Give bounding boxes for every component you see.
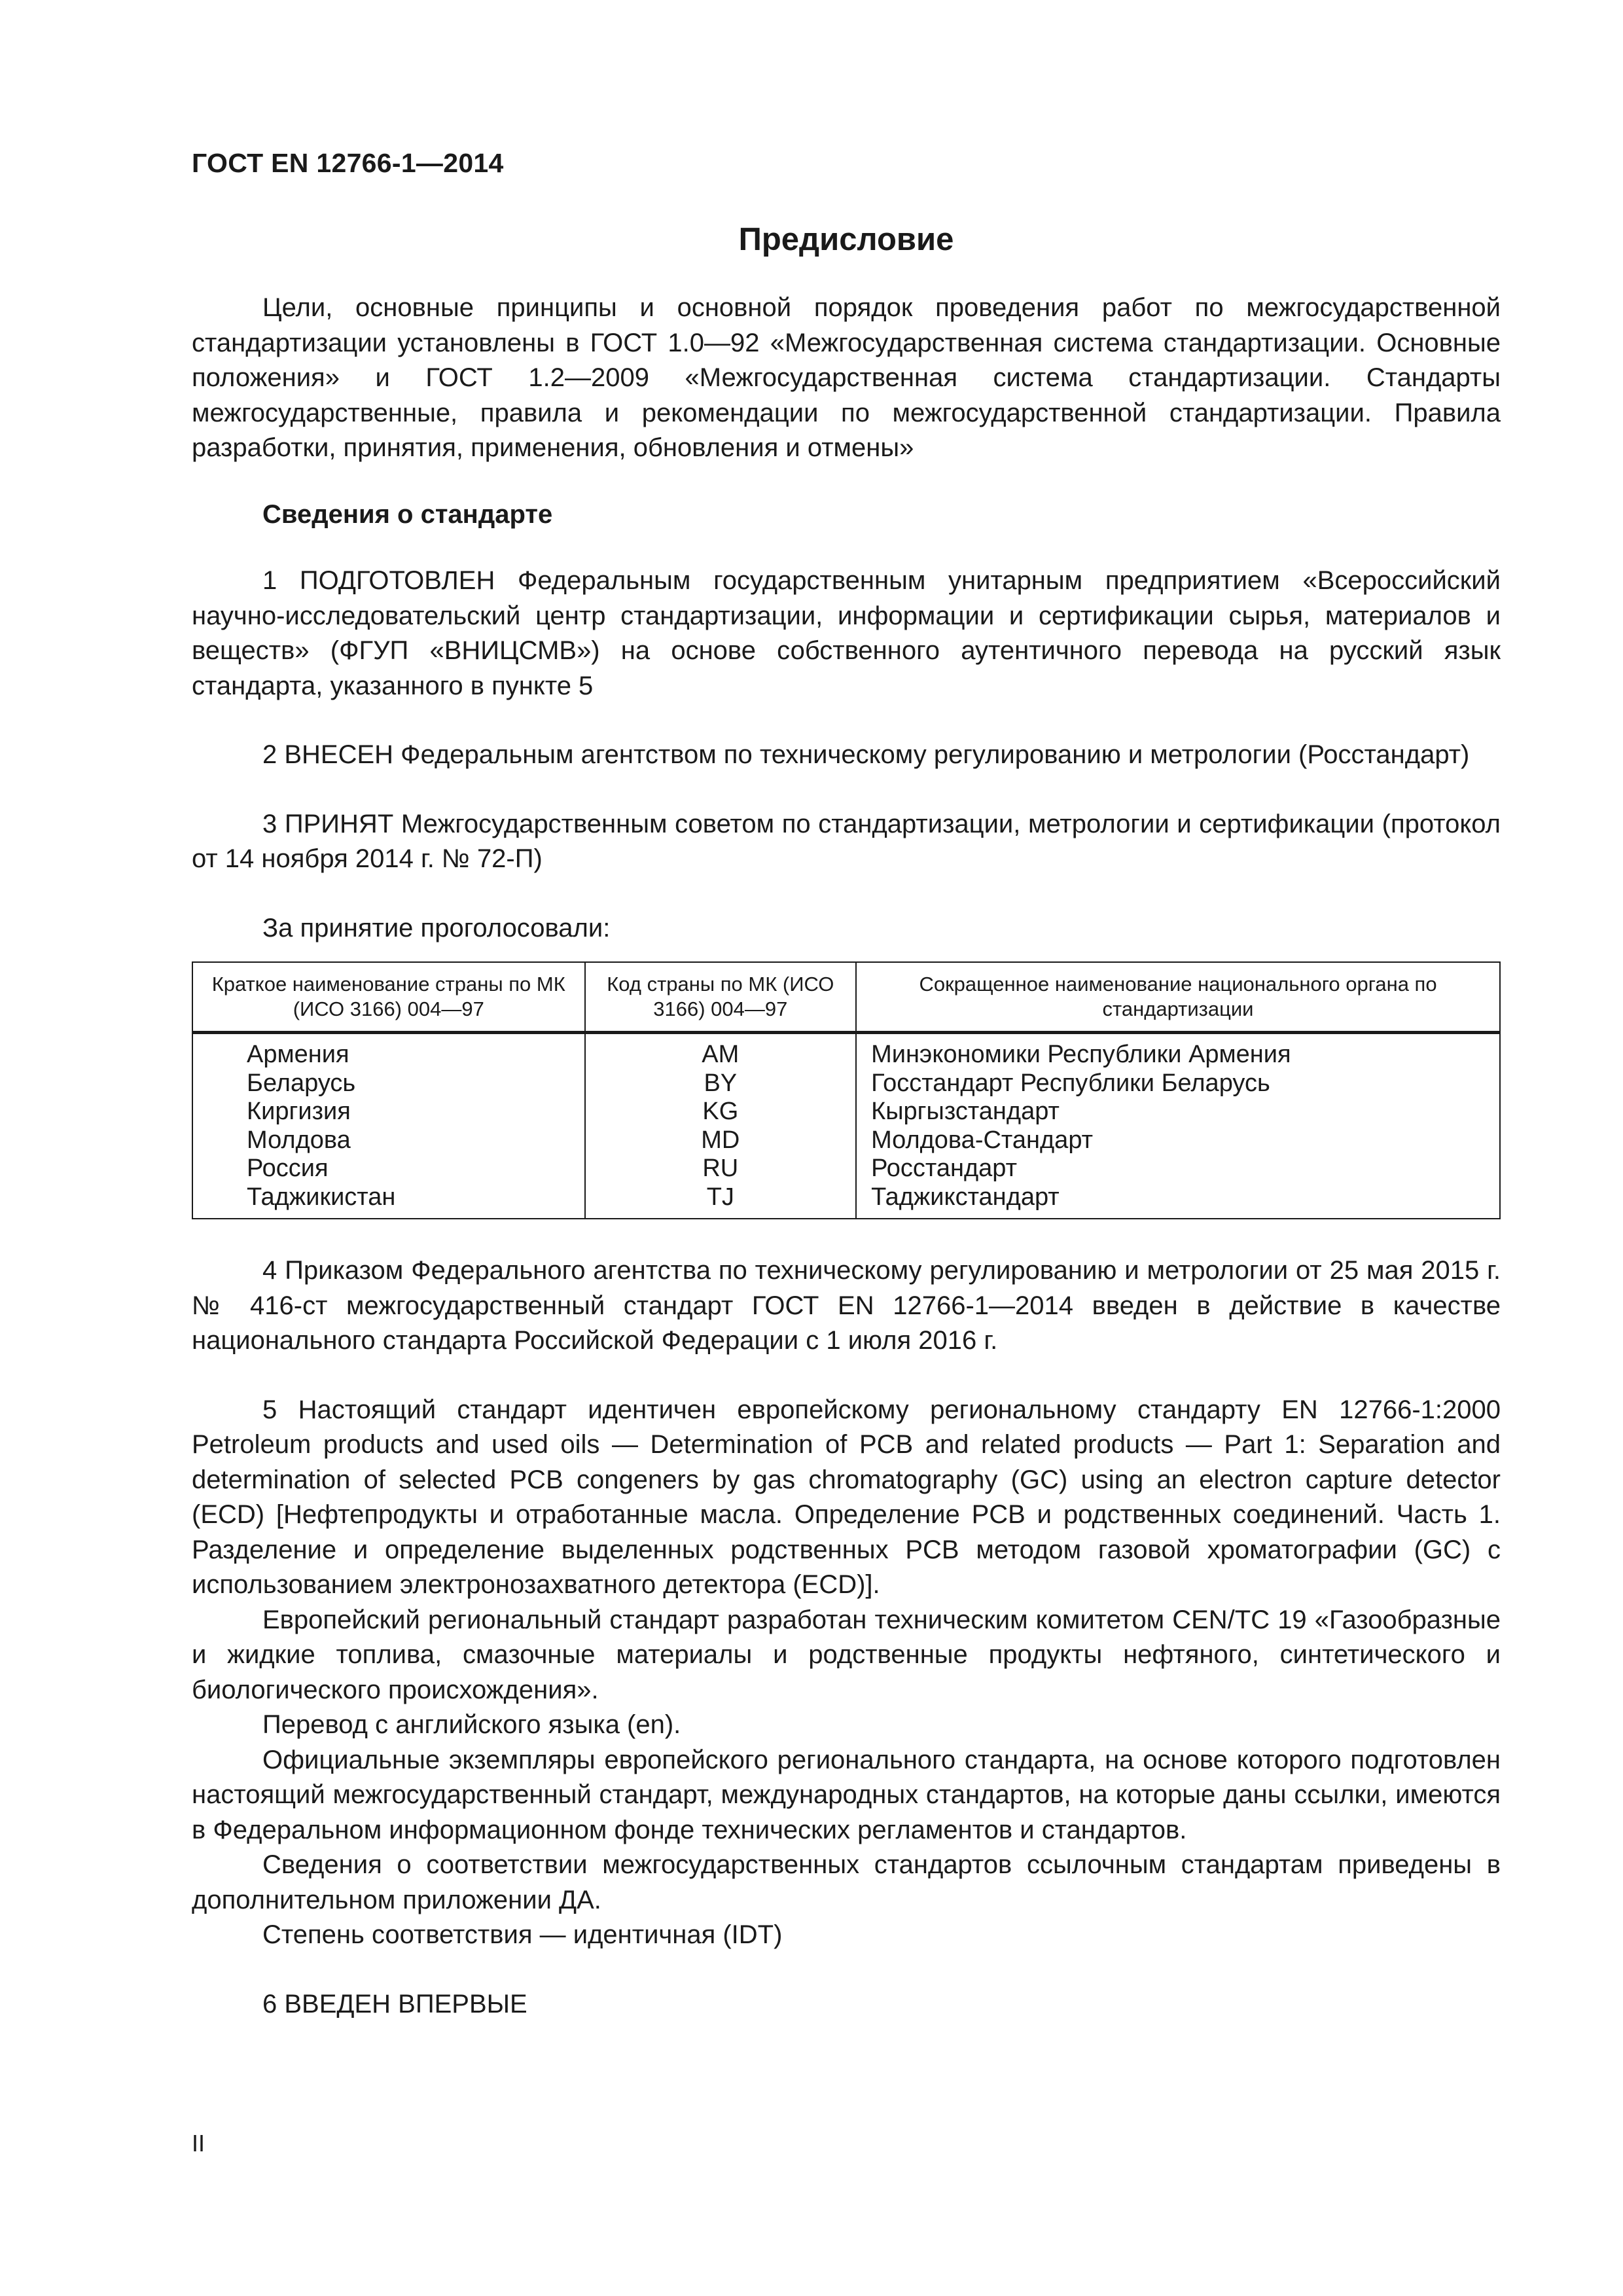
document-code: ГОСТ EN 12766-1—2014 (192, 148, 504, 178)
document-page (192, 0, 1501, 2296)
page-title: Предисловие (738, 222, 954, 257)
cell-code: AM (585, 1033, 857, 1069)
intro-paragraph: Цели, основные принципы и основной порядок проведения работ по межгосударственной стандартизации установлены в ГОСТ 1.0—92 «Межгосударственная система стандартизации. Основные положения» и ГОСТ 1.2—2009 «Межгосударственная система стандартизации. Стандарты межгосударственные, правила и рекомендации по межгосударственной стандартизации. Правила разработки, принятия, применения, обновления и отмены» (192, 293, 1501, 462)
cell-org: Молдова-Стандарт (856, 1126, 1500, 1155)
cell-country: Россия (192, 1155, 585, 1183)
cell-country: Молдова (192, 1126, 585, 1155)
item-2-paragraph: 2 ВНЕСЕН Федеральным агентством по техническому регулированию и метрологии (Росстандарт) (262, 740, 1470, 769)
page-number: II (192, 2130, 205, 2157)
item-5-paragraph: 5 Настоящий стандарт идентичен европейскому региональному стандарту EN 12766-1:2000 Petroleum products and used oils — Determination of PCB and related products — Part 1: Separation and determination of selected PCB congeners by gas chromatography (GC) using an electron capture detector (ECD) [Нефтепродукты и отработанные масла. Определение PCB и родственных соединений. Часть 1. Разделение и определение выделенных родственных PCB методом газовой хроматографии (GC) с использованием электронозахватного детектора (ECD)]. (192, 1395, 1501, 1599)
page-content (192, 291, 1501, 2022)
table-row (192, 1126, 1500, 1155)
item-5-official-copies-paragraph: Официальные экземпляры европейского регионального стандарта, на основе которого подготовлен настоящий межгосударственный стандарт, международных стандартов, на которые даны ссылки, имеются в Федеральном информационном фонде технических регламентов и стандартов. (192, 1745, 1501, 1844)
cell-country: Беларусь (192, 1069, 585, 1098)
header-country: Краткое наименование страны по МК (ИСО 3166) 004—97 (192, 962, 585, 1033)
cell-code: MD (585, 1126, 857, 1155)
table-row (192, 1098, 1500, 1126)
cell-org: Минэкономики Республики Армения (856, 1033, 1500, 1069)
table-row (192, 1155, 1500, 1183)
item-5-translation-paragraph: Перевод с английского языка (en). (262, 1710, 681, 1739)
item-5-conformity-info-paragraph: Сведения о соответствии межгосударственных стандартов ссылочным стандартам приведены в дополнительном приложении ДА. (192, 1850, 1501, 1914)
cell-org: Кыргызстандарт (856, 1098, 1500, 1126)
cell-org: Госстандарт Республики Беларусь (856, 1069, 1500, 1098)
cell-code: BY (585, 1069, 857, 1098)
cell-code: KG (585, 1098, 857, 1126)
item-4-paragraph: 4 Приказом Федерального агентства по техническому регулированию и метрологии от 25 мая 2015 г. № 416-ст межгосударственный стандарт ГОСТ EN 12766-1—2014 введен в действие в качестве национального стандарта Российской Федерации с 1 июля 2016 г. (192, 1256, 1501, 1355)
info-heading: Сведения о стандарте (262, 499, 553, 529)
votes-intro: За принятие проголосовали: (262, 913, 611, 942)
item-6-paragraph: 6 ВВЕДЕН ВПЕРВЫЕ (262, 1989, 527, 2018)
voting-table (192, 961, 1501, 1219)
cell-country: Армения (192, 1033, 585, 1069)
item-3-paragraph: 3 ПРИНЯТ Межгосударственным советом по стандартизации, метрологии и сертификации (протокол от 14 ноября 2014 г. № 72-П) (192, 809, 1501, 873)
header-code: Код страны по МК (ИСО 3166) 004—97 (585, 962, 857, 1033)
cell-code: RU (585, 1155, 857, 1183)
table-row (192, 1069, 1500, 1098)
cell-code: TJ (585, 1183, 857, 1219)
cell-org: Таджикстандарт (856, 1183, 1500, 1219)
item-1-paragraph: 1 ПОДГОТОВЛЕН Федеральным государственным унитарным предприятием «Всероссийский научно-исследовательский центр стандартизации, информации и сертификации сырья, материалов и веществ» (ФГУП «ВНИЦСМВ») на основе собственного аутентичного перевода на русский язык стандарта, указанного в пункте 5 (192, 566, 1501, 700)
table-row (192, 1033, 1500, 1069)
cell-country: Таджикистан (192, 1183, 585, 1219)
table-row (192, 1183, 1500, 1219)
item-5-degree-paragraph: Степень соответствия — идентичная (IDT) (262, 1920, 783, 1949)
item-5-committee-paragraph: Европейский региональный стандарт разработан техническим комитетом CEN/TC 19 «Газообразные и жидкие топлива, смазочные материалы и родственные продукты нефтяного, синтетического и биологического происхождения». (192, 1605, 1501, 1704)
cell-country: Киргизия (192, 1098, 585, 1126)
table-header-row (192, 962, 1500, 1033)
header-org: Сокращенное наименование национального органа по стандартизации (856, 962, 1500, 1033)
cell-org: Росстандарт (856, 1155, 1500, 1183)
